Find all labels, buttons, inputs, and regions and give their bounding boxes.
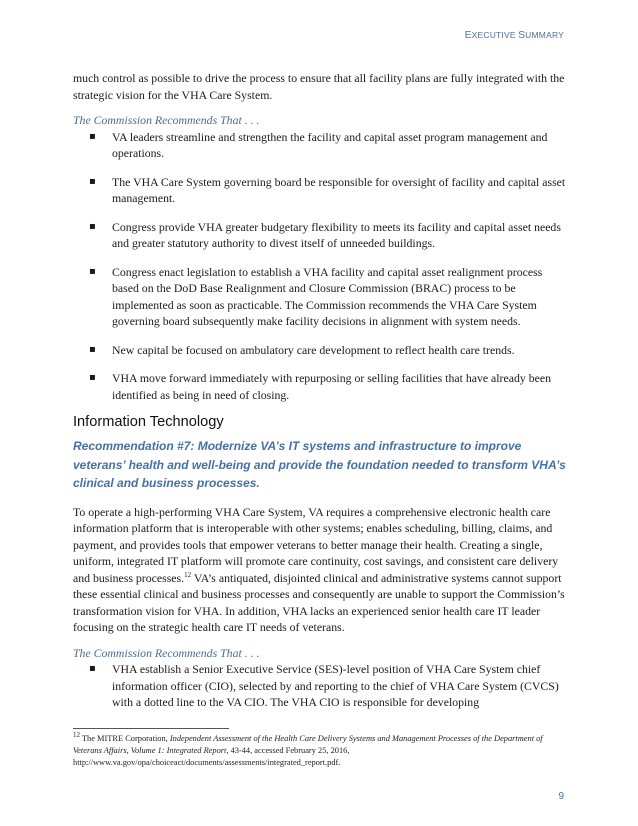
page-content [73, 70, 567, 711]
facility-recommendations-list [73, 129, 567, 404]
list-item: ▪ VA leaders streamline and strengthen the facility and capital asset program management and operations. [73, 129, 567, 162]
footnote-number: 12 [73, 731, 80, 740]
it-paragraph-part2: VA’s antiquated, disjointed clinical and administrative systems cannot support these essential clinical and business processes and consequently are unable to support the Commission’s transformation vision for VHA. In addition, VHA lacks an experienced senior health care IT leader focusing on the strategic health care IT needs of veterans. [73, 570, 565, 634]
it-paragraph-part1: To operate a high-performing VHA Care System, VA requires a comprehensive electronic health care information platform that is interoperable with other systems; enables scheduling, billing, claims, and payment, and provides tools that empower veterans to better manage their health. Creating a single, uniform, integrated IT platform will promote care continuity, cost savings, and consistent care delivery and business processes. [73, 504, 559, 585]
page-number: 9 [558, 791, 564, 802]
list-item: ▪ Congress provide VHA greater budgetary flexibility to meets its facility and capital asset needs and greater statutory authority to divest itself of unneeded buildings. [73, 219, 567, 252]
list-item: ▪ VHA move forward immediately with repurposing or selling facilities that have already been identified as being in need of closing. [73, 370, 567, 403]
intro-paragraph: much control as possible to drive the process to ensure that all facility plans are fully integrated with the strategic vision for the VHA Care System. [73, 71, 565, 102]
it-paragraph [73, 504, 567, 636]
footnote-reference[interactable]: 12 [184, 570, 192, 579]
recommends-label: The Commission Recommends That . . . [73, 113, 260, 127]
footnote-tail: 43-44, accessed February 25, 2016, http://www.va.gov/opa/choiceact/documents/assessments/integrated_report.pdf. [73, 746, 350, 767]
section-heading-it: Information Technology [73, 414, 224, 430]
footnote-title: Independent Assessment of the Health Care Delivery Systems and Management Processes of the Department of Veterans Affairs, Volume 1: Integrated Report, [73, 734, 543, 755]
footnote [73, 733, 567, 769]
list-item: ▪ VHA establish a Senior Executive Service (SES)-level position of VHA Care System chief information officer (CIO), selected by and reporting to the chief of VHA Care System (CVCS) with a dotted line to the VA CIO. The VHA CIO is responsible for developing [73, 661, 567, 711]
list-item: ▪ The VHA Care System governing board be responsible for oversight of facility and capital asset management. [73, 174, 567, 207]
it-recommendations-list [73, 661, 567, 711]
footnote-divider [73, 728, 229, 729]
recommendation-7: Recommendation #7: Modernize VA’s IT systems and infrastructure to improve veterans’ health and well-being and provide the foundation needed to transform VHA’s clinical and business processes. [73, 439, 566, 490]
recommends-label-it: The Commission Recommends That . . . [73, 645, 260, 660]
list-item: ▪ Congress enact legislation to establish a VHA facility and capital asset realignment process based on the DoD Base Realignment and Closure Commission (BRAC) process to be implemented as soon as practicable. The Commission recommends the VHA Care System governing board subsequently make facility decisions in alignment with system needs. [73, 264, 567, 330]
footnote-lead: The MITRE Corporation, [80, 734, 170, 743]
running-header: EXECUTIVE SUMMARY [464, 30, 564, 41]
list-item: ▪ New capital be focused on ambulatory care development to reflect health care trends. [73, 342, 567, 359]
